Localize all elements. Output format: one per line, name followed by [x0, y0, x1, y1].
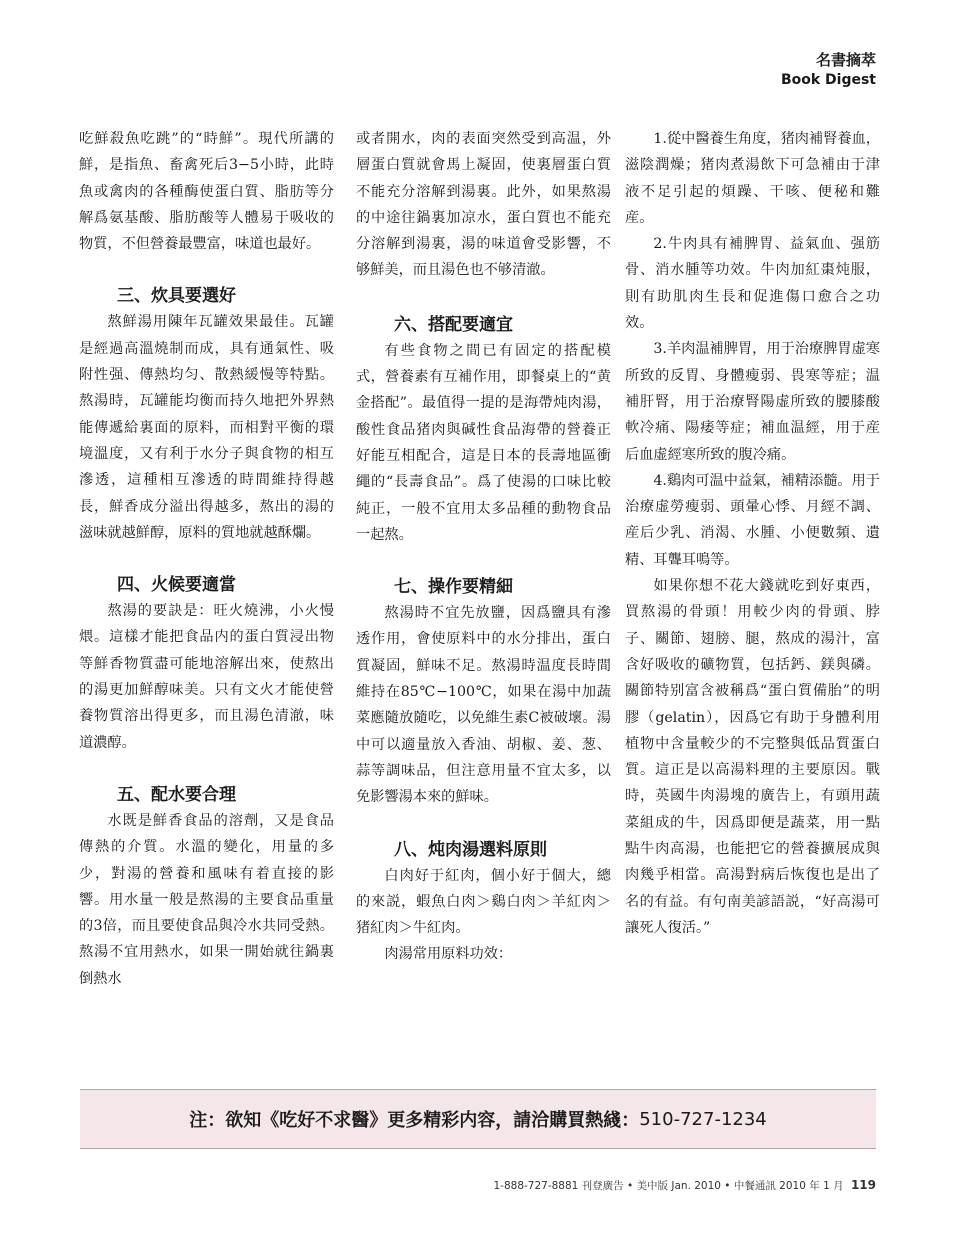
section-heading: 七、操作要精細: [394, 577, 513, 598]
paragraph: 或者開水，肉的表面突然受到高温，外層蛋白質就會馬上凝固，使裏層蛋白質不能充分溶解到湯裏。此外，如果熬湯的中途往鍋裏加凉水，蛋白質也不能充分溶解到湯裏，湯的味道會受影響，不够鮮美，而且湯色也不够清澈。: [356, 131, 611, 279]
list-item: 1.從中醫養生角度，猪肉補腎養血，滋陰潤燥；猪肉煮湯飲下可急補由于津液不足引起的煩躁、干咳、便秘和難産。: [625, 131, 880, 226]
footer-text: 1-888-727-8881 刊登廣告 • 美中版 Jan. 2010 • 中餐通訊 2010 年 1 月: [493, 1180, 844, 1192]
paragraph: 熬湯時不宜先放鹽，因爲鹽具有滲透作用，會使原料中的水分排出，蛋白質凝固，鮮味不足。熬湯時温度長時間維持在85℃−100℃，如果在湯中加蔬菜應隨放隨吃，以免維生素C被破壞。湯中可以適量放入香油、胡椒、姜、葱、蒜等調味品，但注意用量不宜太多，以免影響湯本來的鮮味。: [356, 605, 611, 806]
note-text: 注：欲知《吃好不求醫》更多精彩内容，請洽購買熱綫：: [189, 1110, 640, 1131]
column-1: [79, 126, 334, 992]
page-footer: [493, 1178, 876, 1193]
purchase-note-banner: [80, 1089, 876, 1149]
section-heading: 八、炖肉湯選料原則: [394, 839, 547, 860]
section-heading: 三、炊具要選好: [117, 286, 236, 307]
list-item: 2.牛肉具有補脾胃、益氣血、强筋骨、消水腫等功效。牛肉加紅棗炖服，則有助肌肉生長和促進傷口愈合之功效。: [625, 236, 880, 332]
paragraph: 白肉好于紅肉，個小好于個大，總的來説，蝦魚白肉＞鷄白肉＞羊紅肉＞猪紅肉＞牛紅肉。: [356, 867, 611, 937]
section-heading: 六、搭配要適宜: [394, 314, 513, 335]
column-3: [625, 126, 880, 941]
list-item: 3.羊肉温補脾胃，用于治療脾胃虚寒所致的反胃、身體瘦弱、畏寒等症；温補肝腎，用于治療腎陽虚所致的腰膝酸軟冷痛、陽痿等症；補血温經，用于産后血虚經寒所致的腹冷痛。: [625, 341, 880, 463]
section-heading: 四、火候要適當: [117, 575, 236, 596]
paragraph: 熬湯的要訣是：旺火燒沸，小火慢煨。這樣才能把食品内的蛋白質浸出物等鮮香物質盡可能地溶解出來，使熬出的湯更加鮮醇味美。只有文火才能使營養物質溶出得更多，而且湯色清澈，味道濃醇。: [79, 603, 334, 751]
paragraph: 有些食物之間已有固定的搭配模式，營養素有互補作用，即餐桌上的“黄金搭配”。最值得一提的是海帶炖肉湯，酸性食品猪肉與碱性食品海帶的營養正好能互相配合，這是日本的長壽地區衝繩的“長壽食品”。爲了使湯的口味比較純正，一般不宜用太多品種的動物食品一起熬。: [356, 342, 611, 543]
paragraph: 水既是鮮香食品的溶劑，又是食品傳熱的介質。水溫的變化，用量的多少，對湯的營養和風味有着直接的影響。用水量一般是熬湯的主要食品重量的3倍，而且要使食品與冷水共同受熱。熬湯不宜用熱水，如果一開始就往鍋裏倒熱水: [79, 812, 334, 987]
paragraph: 肉湯常用原料功效：: [384, 946, 513, 963]
list-item: 4.鷄肉可温中益氣，補精添髓。用于治療虚勞瘦弱、頭暈心悸、月經不調、産后少乳、消渴、水腫、小便數頻、遺精、耳聾耳鳴等。: [625, 472, 880, 568]
section-heading: 五、配水要合理: [117, 784, 236, 805]
section-title-en: Book Digest: [780, 72, 876, 88]
paragraph: 吃鮮殺魚吃跳”的“時鮮”。現代所講的鮮，是指魚、畜禽死后3−5小時，此時魚或禽肉的各種酶使蛋白質、脂肪等分解爲氨基酸、脂肪酸等人體易于吸收的物質，不但營養最豐富，味道也最好。: [79, 131, 334, 253]
paragraph: 熬鮮湯用陳年瓦罐效果最佳。瓦罐是經過高溫燒制而成，具有通氣性、吸附性强、傳熱均匀、散熱緩慢等特點。熬湯時，瓦罐能均衡而持久地把外界熱能傳遞給裏面的原料，而相對平衡的環境溫度，又有利于水分子與食物的相互滲透，這種相互滲透的時間維持得越長，鮮香成分溢出得越多，熬出的湯的滋味就越鮮醇，原料的質地就越酥爛。: [79, 314, 334, 541]
column-2: [356, 126, 611, 968]
page-header: [781, 50, 876, 90]
section-title-zh: 名書摘萃: [815, 51, 876, 69]
page-number: 119: [850, 1178, 876, 1192]
note-phone: 510-727-1234: [639, 1108, 767, 1130]
paragraph: 如果你想不花大錢就吃到好東西，買熬湯的骨頭！用較少肉的骨頭、脖子、關節、翅膀、腿，熬成的湯汁，富含好吸收的礦物質，包括鈣、鎂與磷。關節特别富含被稱爲“蛋白質備胎”的明膠（gelatin），因爲它有助于身體利用植物中含量較少的不完整與低品質蛋白質。這正是以高湯料理的主要原因。戰時，英國牛肉湯塊的廣告上，有頭用蔬菜組成的牛，因爲即便是蔬菜，用一點點牛肉高湯，也能把它的營養擴展成與肉幾乎相當。高湯對病后恢復也是出了名的有益。有句南美諺語説，“好高湯可讓死人復活。”: [625, 578, 880, 936]
